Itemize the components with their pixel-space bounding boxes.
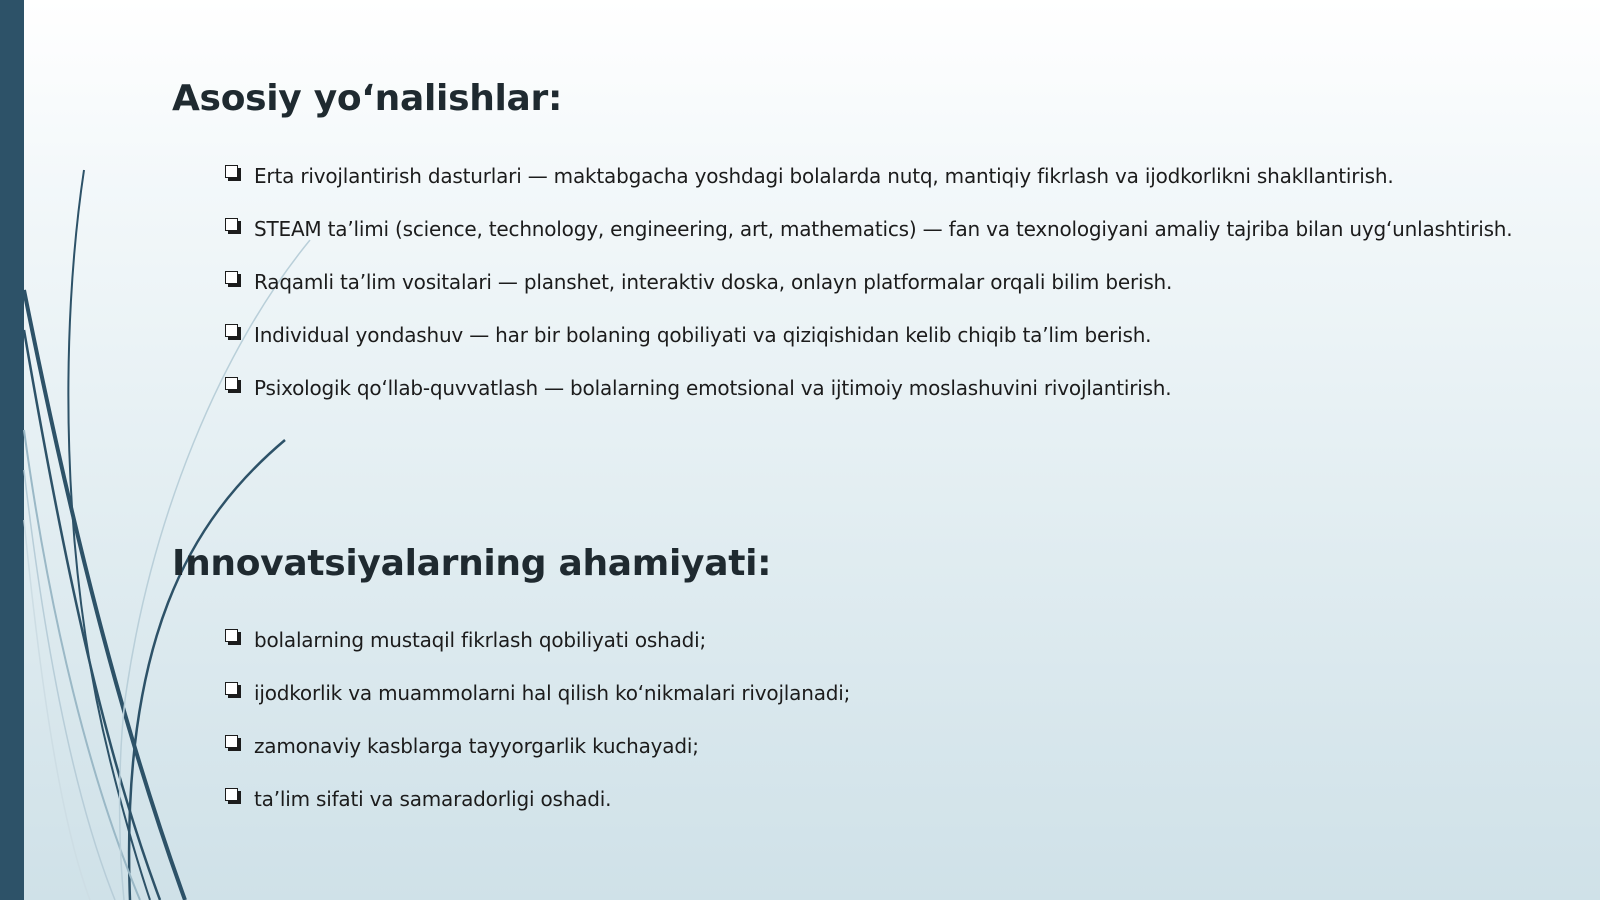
list-item-text: bolalarning mustaqil fikrlash qobiliyati oshadi; [254, 628, 707, 652]
list-item-text: zamonaviy kasblarga tayyorgarlik kuchayadi; [254, 734, 699, 758]
list-item [224, 773, 1524, 826]
checkbox-icon [225, 271, 238, 284]
list-item-text: Raqamli ta’lim vositalari — planshet, interaktiv doska, onlayn platformalar orqali bilim berish. [254, 270, 1173, 294]
section-heading-asosiy: Asosiy yo‘nalishlar: [172, 78, 563, 119]
list-item [224, 362, 1524, 415]
list-item [224, 203, 1524, 256]
list-item [224, 667, 1524, 720]
list-item-text: STEAM ta’limi (science, technology, engineering, art, mathematics) — fan va texnologiyani amaliy tajriba bilan uyg‘unlashtirish. [254, 217, 1513, 241]
list-item [224, 309, 1524, 362]
checkbox-icon [225, 682, 238, 695]
bullet-list-asosiy [224, 150, 1524, 415]
checkbox-icon [225, 165, 238, 178]
list-item [224, 256, 1524, 309]
accent-bar [0, 0, 24, 900]
list-item-text: ta’lim sifati va samaradorligi oshadi. [254, 787, 612, 811]
bullet-list-ahamiyati [224, 614, 1524, 826]
list-item-text: Psixologik qo‘llab-quvvatlash — bolalarning emotsional va ijtimoiy moslashuvini rivojlantirish. [254, 376, 1172, 400]
checkbox-icon [225, 218, 238, 231]
list-item [224, 720, 1524, 773]
checkbox-icon [225, 735, 238, 748]
checkbox-icon [225, 788, 238, 801]
list-item [224, 614, 1524, 667]
section-heading-ahamiyati: Innovatsiyalarning ahamiyati: [172, 543, 772, 584]
checkbox-icon [225, 629, 238, 642]
list-item-text: Erta rivojlantirish dasturlari — maktabgacha yoshdagi bolalarda nutq, mantiqiy fikrlash va ijodkorlikni shakllantirish. [254, 164, 1394, 188]
list-item-text: ijodkorlik va muammolarni hal qilish ko‘nikmalari rivojlanadi; [254, 681, 851, 705]
list-item-text: Individual yondashuv — har bir bolaning qobiliyati va qiziqishidan kelib chiqib ta’lim berish. [254, 323, 1152, 347]
checkbox-icon [225, 377, 238, 390]
list-item [224, 150, 1524, 203]
checkbox-icon [225, 324, 238, 337]
